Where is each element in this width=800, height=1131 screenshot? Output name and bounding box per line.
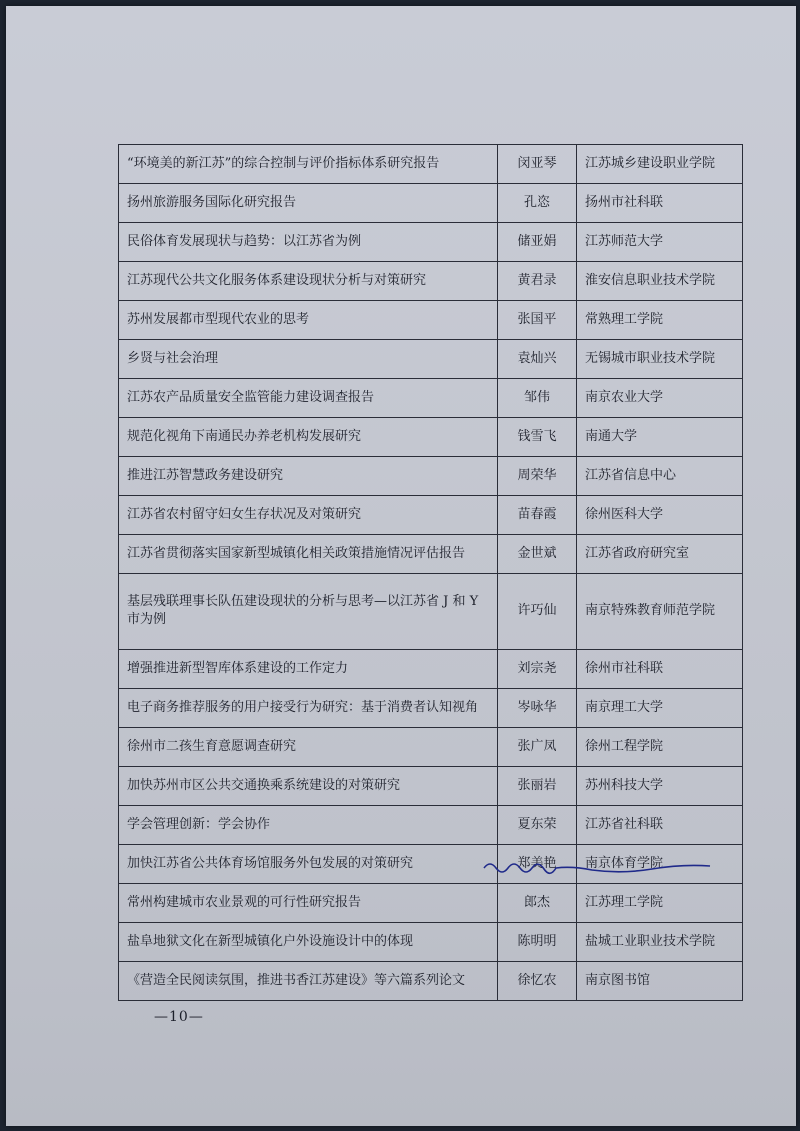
title-cell: 规范化视角下南通民办养老机构发展研究 — [119, 418, 498, 457]
author-cell: 陈明明 — [498, 922, 577, 961]
title-cell: 推进江苏智慧政务建设研究 — [119, 457, 498, 496]
table-row — [119, 301, 743, 340]
org-cell: 常熟理工学院 — [577, 301, 743, 340]
org-cell: 徐州工程学院 — [577, 727, 743, 766]
org-cell: 南通大学 — [577, 418, 743, 457]
author-cell: 许巧仙 — [498, 574, 577, 650]
title-cell: 盐阜地狱文化在新型城镇化户外设施设计中的体现 — [119, 922, 498, 961]
title-cell: 扬州旅游服务国际化研究报告 — [119, 184, 498, 223]
document-page — [6, 6, 796, 1126]
org-cell: 江苏师范大学 — [577, 223, 743, 262]
author-cell: 岑咏华 — [498, 688, 577, 727]
title-cell: 《营造全民阅读氛围，推进书香江苏建设》等六篇系列论文 — [119, 961, 498, 1000]
title-cell: 徐州市二孩生育意愿调查研究 — [119, 727, 498, 766]
org-cell: 江苏城乡建设职业学院 — [577, 145, 743, 184]
title-cell: 江苏现代公共文化服务体系建设现状分析与对策研究 — [119, 262, 498, 301]
title-cell: 江苏农产品质量安全监管能力建设调查报告 — [119, 379, 498, 418]
author-cell: 钱雪飞 — [498, 418, 577, 457]
title-cell: 江苏省贯彻落实国家新型城镇化相关政策措施情况评估报告 — [119, 535, 498, 574]
table-row — [119, 184, 743, 223]
author-cell: 郑美艳 — [498, 844, 577, 883]
author-cell: 闵亚琴 — [498, 145, 577, 184]
table-row — [119, 766, 743, 805]
table-row — [119, 922, 743, 961]
org-cell: 南京体育学院 — [577, 844, 743, 883]
author-cell: 孔恣 — [498, 184, 577, 223]
author-cell: 邹伟 — [498, 379, 577, 418]
title-cell: 乡贤与社会治理 — [119, 340, 498, 379]
table-row — [119, 223, 743, 262]
author-cell: 苗春霞 — [498, 496, 577, 535]
title-cell: 江苏省农村留守妇女生存状况及对策研究 — [119, 496, 498, 535]
org-cell: 江苏省政府研究室 — [577, 535, 743, 574]
table-row — [119, 379, 743, 418]
title-cell: 加快江苏省公共体育场馆服务外包发展的对策研究 — [119, 844, 498, 883]
org-cell: 江苏省信息中心 — [577, 457, 743, 496]
title-cell: 增强推进新型智库体系建设的工作定力 — [119, 649, 498, 688]
table-row — [119, 496, 743, 535]
table-row — [119, 145, 743, 184]
table-row — [119, 262, 743, 301]
org-cell: 徐州市社科联 — [577, 649, 743, 688]
title-cell: 苏州发展都市型现代农业的思考 — [119, 301, 498, 340]
org-cell: 苏州科技大学 — [577, 766, 743, 805]
org-cell: 江苏理工学院 — [577, 883, 743, 922]
table-row — [119, 727, 743, 766]
author-cell: 夏东荣 — [498, 805, 577, 844]
table-row — [119, 649, 743, 688]
title-cell: “环境美的新江苏”的综合控制与评价指标体系研究报告 — [119, 145, 498, 184]
title-cell: 学会管理创新：学会协作 — [119, 805, 498, 844]
table-row — [119, 457, 743, 496]
org-cell: 扬州市社科联 — [577, 184, 743, 223]
org-cell: 江苏省社科联 — [577, 805, 743, 844]
org-cell: 盐城工业职业技术学院 — [577, 922, 743, 961]
table-row — [119, 805, 743, 844]
author-cell: 郎杰 — [498, 883, 577, 922]
table-row — [119, 574, 743, 650]
title-cell: 电子商务推荐服务的用户接受行为研究：基于消费者认知视角 — [119, 688, 498, 727]
title-cell: 常州构建城市农业景观的可行性研究报告 — [119, 883, 498, 922]
table-row — [119, 961, 743, 1000]
handwritten-underline — [482, 856, 712, 878]
author-cell: 金世斌 — [498, 535, 577, 574]
org-cell: 南京农业大学 — [577, 379, 743, 418]
page-number: —10— — [154, 1009, 204, 1025]
org-cell: 淮安信息职业技术学院 — [577, 262, 743, 301]
org-cell: 无锡城市职业技术学院 — [577, 340, 743, 379]
table-row — [119, 340, 743, 379]
table-row — [119, 418, 743, 457]
author-cell: 黄君录 — [498, 262, 577, 301]
org-cell: 南京图书馆 — [577, 961, 743, 1000]
title-cell: 加快苏州市区公共交通换乘系统建设的对策研究 — [119, 766, 498, 805]
table-row — [119, 535, 743, 574]
author-cell: 徐忆农 — [498, 961, 577, 1000]
title-cell: 民俗体育发展现状与趋势：以江苏省为例 — [119, 223, 498, 262]
author-cell: 周荣华 — [498, 457, 577, 496]
table-row — [119, 688, 743, 727]
author-cell: 储亚娟 — [498, 223, 577, 262]
author-cell: 张丽岩 — [498, 766, 577, 805]
author-cell: 袁灿兴 — [498, 340, 577, 379]
org-cell: 徐州医科大学 — [577, 496, 743, 535]
author-cell: 张国平 — [498, 301, 577, 340]
table-row — [119, 883, 743, 922]
author-cell: 张广凤 — [498, 727, 577, 766]
org-cell: 南京理工大学 — [577, 688, 743, 727]
title-cell: 基层残联理事长队伍建设现状的分析与思考—以江苏省 J 和 Y 市为例 — [119, 574, 498, 650]
author-cell: 刘宗尧 — [498, 649, 577, 688]
org-cell: 南京特殊教育师范学院 — [577, 574, 743, 650]
